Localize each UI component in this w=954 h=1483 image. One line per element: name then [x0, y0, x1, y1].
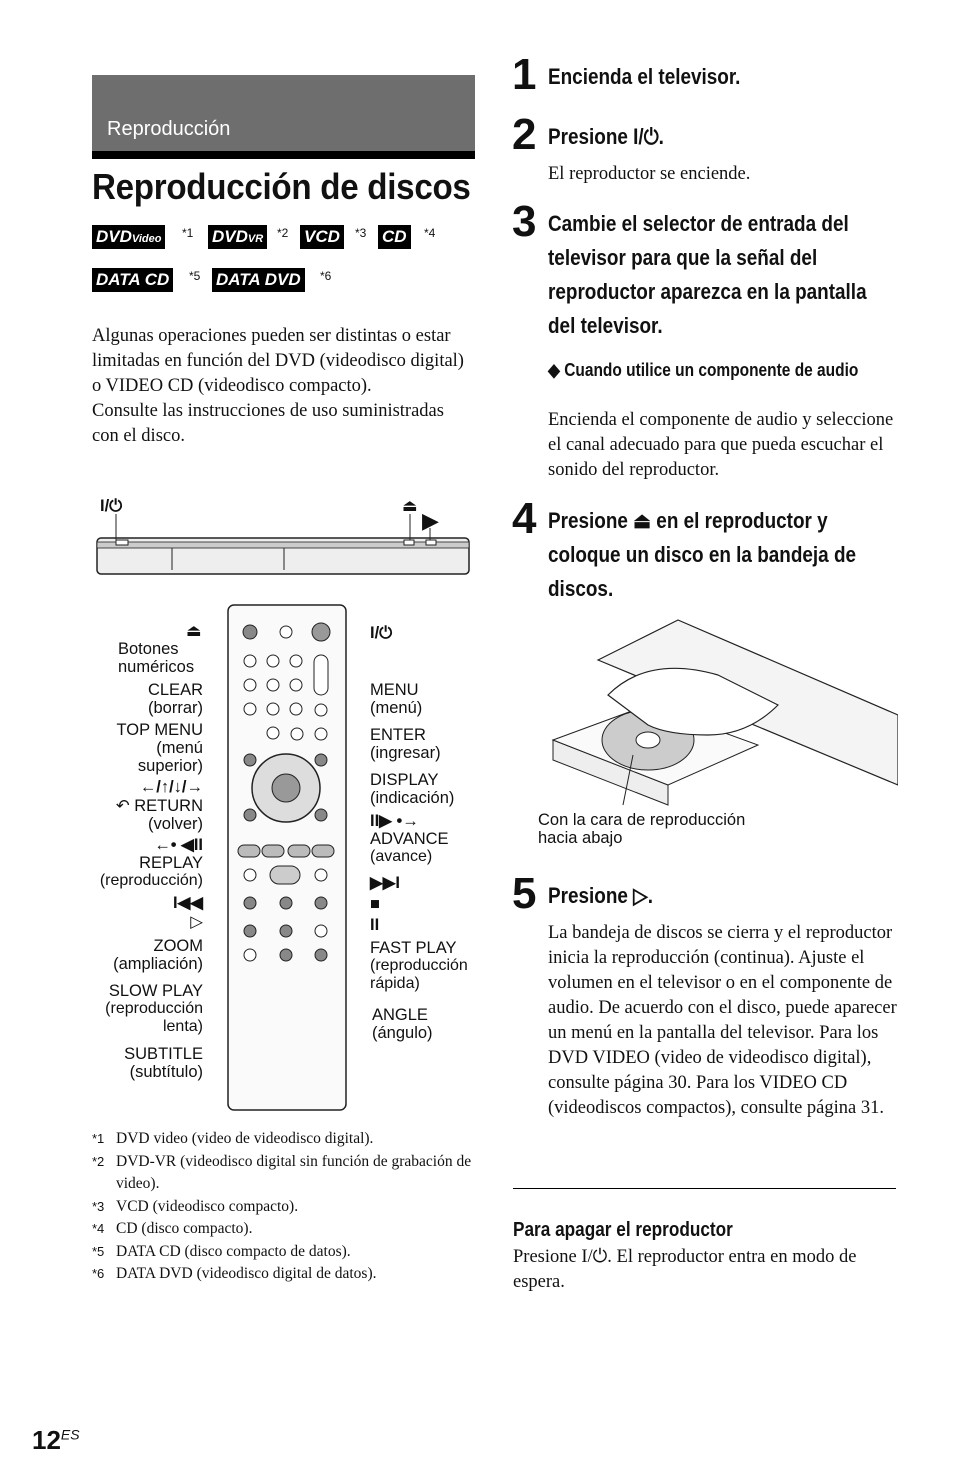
divider	[513, 1188, 896, 1189]
badge-mark: *2	[277, 226, 289, 240]
remote-display-label: DISPLAY (indicación)	[370, 771, 455, 807]
step-title: Encienda el televisor.	[548, 64, 741, 89]
step-title: Cambie el selector de entrada del televisor para que la señal del reproductor aparezca en la pantalla del televisor.	[548, 211, 867, 338]
badge-cd: CD	[378, 225, 411, 249]
remote-subtitle-label: SUBTITLE (subtítulo)	[124, 1045, 203, 1081]
remote-eject-label: ⏏	[186, 622, 202, 640]
disc-tray-illustration	[548, 615, 898, 810]
step-number: 1	[512, 50, 537, 99]
step-number: 4	[512, 494, 537, 543]
step-title: Presione ▷.	[548, 883, 653, 908]
eject-icon: ⏏	[402, 497, 418, 515]
badge-mark: *3	[355, 226, 367, 240]
badge-mark: *4	[424, 226, 436, 240]
remote-control-illustration	[200, 600, 380, 1120]
badge-vcd: VCD	[300, 225, 344, 249]
step-subheading: ◆ Cuando utilice un componente de audio	[548, 360, 859, 380]
remote-replay-label: ←• ◀II REPLAY (reproducción)	[99, 836, 203, 889]
remote-prev-label: I◀◀	[173, 894, 203, 912]
badge-mark: *5	[189, 269, 201, 283]
remote-fast-play-label: FAST PLAY (reproducción rápida)	[370, 939, 468, 992]
remote-enter-label: ENTER (ingresar)	[370, 726, 441, 762]
remote-pause-label: II	[370, 916, 380, 934]
section-header-rule	[92, 151, 475, 159]
step-body: La bandeja de discos se cierra y el reproductor inicia la reproducción (continua). Ajuste el volumen en el televisor o en el componente de audio. De acuerdo con el disco, puede aparecer un menú en la pantalla del televisor. Para los DVD VIDEO (video de videodisco digital), consulte página 30. Para los VIDEO CD (videodiscos compactos), consulte página 31.	[548, 923, 897, 1118]
footnote: *1 DVD video (video de videodisco digital).	[92, 1130, 374, 1147]
badge-mark: *1	[182, 226, 194, 240]
remote-advance-label: II▶ •→ ADVANCE (avance)	[370, 812, 449, 865]
step-number: 5	[512, 869, 537, 918]
footnote: *4 CD (disco compacto).	[92, 1220, 253, 1237]
player-power-label: I/⏻	[100, 497, 123, 515]
step-title: Presione I/⏻.	[548, 124, 664, 149]
remote-next-label: ▶▶I	[370, 874, 400, 892]
intro-paragraph: Consulte las instrucciones de uso suministradas con el disco.	[92, 401, 444, 446]
remote-play-label: ▷	[190, 913, 203, 931]
page-title: Reproducción de discos	[92, 166, 471, 207]
section-label: Reproducción	[107, 118, 231, 140]
badge-dvd-video: DVDVideo	[92, 225, 165, 249]
footnotes	[92, 1128, 472, 1286]
step-body: Encienda el componente de audio y seleccione el canal adecuado para que pueda escuchar el sonido del reproductor.	[548, 410, 894, 480]
disc-caption: Con la cara de reproducción hacia abajo	[538, 811, 746, 847]
step-number: 2	[512, 110, 537, 159]
remote-stop-label: ■	[370, 895, 380, 913]
page-number: $12^{ES}$	[32, 1425, 80, 1455]
standby-text: Presione I/⏻. El reproductor entra en modo de espera.	[513, 1247, 857, 1292]
remote-angle-label: ANGLE (ángulo)	[372, 1006, 433, 1042]
footnote: *6 DATA DVD (videodisco digital de datos).	[92, 1265, 377, 1282]
step-title: Presione ⏏ en el reproductor y coloque un disco en la bandeja de discos.	[548, 508, 857, 601]
footnote: *2 DVD-VR (videodisco digital sin función de grabación de video).	[92, 1152, 472, 1192]
footnote: *5 DATA CD (disco compacto de datos).	[92, 1242, 351, 1260]
badge-data-dvd: DATA DVD	[212, 268, 305, 292]
step-body: El reproductor se enciende.	[548, 164, 751, 184]
remote-slow-play-label: SLOW PLAY (reproducción lenta)	[105, 982, 203, 1035]
remote-power-label: I/⏻	[370, 624, 393, 642]
remote-return-label: ↶ RETURN (volver)	[115, 797, 203, 833]
badge-dvd-vr: DVDVR	[208, 225, 267, 249]
remote-top-menu-label: TOP MENU (menú superior)	[116, 721, 203, 775]
footnote: *3 VCD (videodisco compacto).	[92, 1197, 299, 1215]
remote-clear-label: CLEAR (borrar)	[147, 681, 203, 717]
remote-zoom-label: ZOOM (ampliación)	[113, 937, 203, 973]
dvd-player-illustration	[92, 490, 477, 590]
intro-text	[92, 324, 472, 449]
standby-heading: Para apagar el reproductor	[513, 1219, 733, 1241]
badge-data-cd: DATA CD	[92, 268, 173, 292]
remote-numeric-label: Botones numéricos	[118, 640, 195, 676]
play-icon: ▶	[422, 508, 439, 533]
intro-paragraph: Algunas operaciones pueden ser distintas o estar limitadas en función del DVD (videodisco digital) o VIDEO CD (videodisco compacto).	[92, 326, 464, 396]
badge-mark: *6	[320, 269, 332, 283]
remote-arrows-label: ←/↑/↓/→	[139, 778, 203, 796]
step-number: 3	[512, 197, 537, 246]
remote-menu-label: MENU (menú)	[370, 681, 423, 717]
